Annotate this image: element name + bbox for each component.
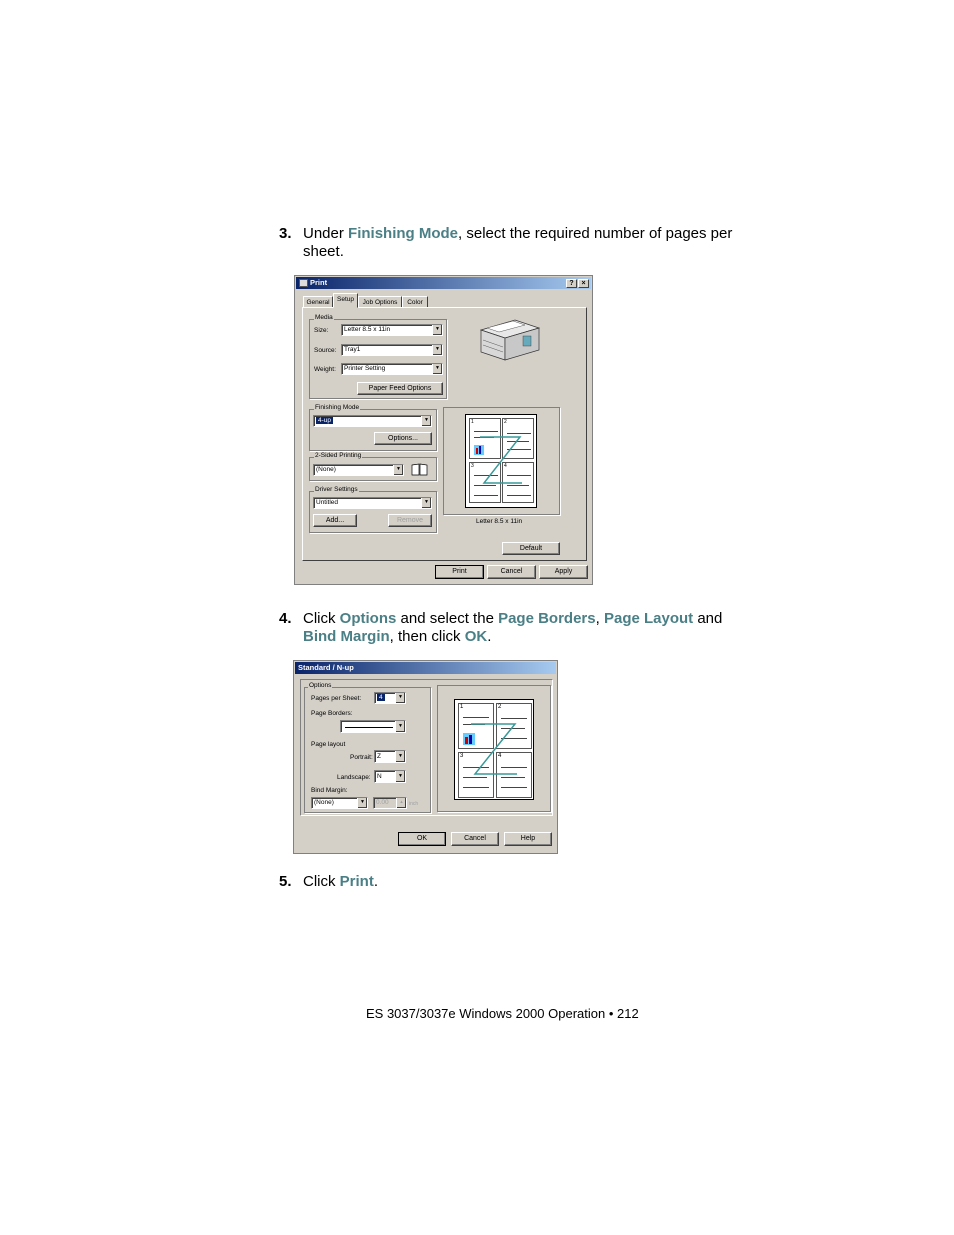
chevron-down-icon: ▼ <box>357 798 367 808</box>
z-order-arrow <box>466 415 538 509</box>
ok-button[interactable]: OK <box>398 832 446 846</box>
chevron-down-icon: ▼ <box>395 771 405 782</box>
print-titlebar <box>296 277 591 289</box>
two-sided-label: 2-Sided Printing <box>315 452 362 459</box>
media-label: Media <box>315 314 333 321</box>
page-borders-select[interactable] <box>340 720 406 733</box>
weight-select[interactable]: Printer Setting ▼ <box>341 363 443 375</box>
step-number: 4. <box>279 610 292 627</box>
chevron-down-icon: ▼ <box>395 693 405 703</box>
preview-caption: Letter 8.5 x 11in <box>476 518 523 525</box>
source-select[interactable]: Tray1 ▼ <box>341 344 443 356</box>
landscape-order-select[interactable] <box>374 770 406 783</box>
page-layout-term: Page Layout <box>603 610 694 627</box>
page-borders-term: Page Borders <box>498 610 596 627</box>
preview-cell-1: 1 <box>469 418 501 459</box>
page-borders-label: Page Borders: <box>311 710 353 717</box>
pages-per-sheet-label: Pages per Sheet: <box>311 695 362 702</box>
tab-color[interactable]: Color <box>402 296 428 308</box>
bind-unit-label: inch <box>409 801 419 807</box>
cancel-button[interactable]: Cancel <box>451 832 499 846</box>
chevron-down-icon: ▼ <box>395 721 405 732</box>
nup-preview-page <box>465 414 537 508</box>
print-dialog <box>294 275 593 585</box>
z-order-icon: Z <box>377 753 381 760</box>
print-button[interactable]: Print <box>435 565 484 579</box>
chevron-down-icon: ▼ <box>432 325 442 335</box>
preview-cell-2: 2 <box>502 418 534 459</box>
z-order-arrow <box>455 700 535 801</box>
close-icon[interactable]: × <box>578 279 589 288</box>
bind-margin-amount[interactable]: 0.00 ▴ <box>373 797 407 809</box>
page-layout-label: Page layout <box>311 741 346 748</box>
tab-general[interactable]: General <box>303 296 333 308</box>
page-footer: ES 3037/3037e Windows 2000 Operation • 212 <box>366 1006 639 1021</box>
preview-cell-3: 3 <box>469 462 501 503</box>
remove-button[interactable]: Remove <box>388 514 432 527</box>
portrait-order-select[interactable] <box>374 750 406 763</box>
chevron-down-icon: ▼ <box>395 751 405 762</box>
step-number: 3. <box>279 225 292 242</box>
finishing-mode-select[interactable]: 4-up ▼ <box>313 415 432 427</box>
print-term: Print <box>339 873 374 890</box>
finishing-options-button[interactable]: Options... <box>374 432 432 445</box>
chevron-down-icon: ▼ <box>421 498 431 508</box>
book-icon <box>411 463 429 476</box>
size-label: Size: <box>314 327 329 334</box>
bind-margin-term: Bind Margin <box>303 628 390 645</box>
preview-cell-4: 4 <box>502 462 534 503</box>
finishing-mode-term: Finishing Mode <box>348 225 459 242</box>
preview-cell-2: 2 <box>496 703 532 749</box>
n-order-icon: N <box>377 773 382 780</box>
options-label: Options <box>309 682 332 689</box>
two-sided-select[interactable]: (None) ▼ <box>313 464 404 476</box>
options-group <box>304 687 431 813</box>
nup-dialog <box>293 660 558 854</box>
solid-line-sample <box>345 727 393 728</box>
paper-feed-options-button[interactable]: Paper Feed Options <box>357 382 443 395</box>
cancel-button[interactable]: Cancel <box>487 565 536 579</box>
tab-job-options[interactable]: Job Options <box>358 296 402 308</box>
chevron-down-icon: ▼ <box>421 416 431 426</box>
step-text: Click Options and select the Page Borders, Page Layout and Bind Margin, then click OK. <box>303 610 723 645</box>
preview-cell-3: 3 <box>458 752 494 798</box>
spinner-icon: ▴ <box>396 798 406 808</box>
bind-margin-label: Bind Margin: <box>311 787 348 794</box>
printer-image <box>475 316 541 364</box>
add-button[interactable]: Add... <box>313 514 357 527</box>
landscape-label: Landscape: <box>337 774 371 781</box>
step-number: 5. <box>279 873 292 890</box>
help-button[interactable]: Help <box>504 832 552 846</box>
dialog-title: Print <box>310 278 328 287</box>
default-button[interactable]: Default <box>502 542 560 555</box>
help-icon[interactable]: ? <box>566 279 577 288</box>
bind-margin-select[interactable]: (None) ▼ <box>311 797 368 809</box>
weight-label: Weight: <box>314 366 336 373</box>
step-text: Under Finishing Mode, select the required number of pages per sheet. <box>303 225 733 260</box>
finishing-mode-label: Finishing Mode <box>315 404 360 411</box>
driver-settings-label: Driver Settings <box>315 486 358 493</box>
pages-per-sheet-select[interactable]: 4 ▼ <box>374 692 406 704</box>
printer-icon <box>299 279 308 287</box>
preview-cell-1: 1 <box>458 703 494 749</box>
options-term: Options <box>339 610 397 627</box>
driver-settings-select[interactable]: Untitled ▼ <box>313 497 432 509</box>
chevron-down-icon: ▼ <box>432 364 442 374</box>
preview-cell-4: 4 <box>496 752 532 798</box>
source-label: Source: <box>314 347 337 354</box>
portrait-label: Portrait: <box>350 754 373 761</box>
ok-term: OK <box>464 628 488 645</box>
size-select[interactable]: Letter 8.5 x 11in ▼ <box>341 324 443 336</box>
chevron-down-icon: ▼ <box>393 465 403 475</box>
nup-titlebar: Standard / N-up <box>295 662 556 674</box>
tab-setup[interactable]: Setup <box>333 293 358 308</box>
chevron-down-icon: ▼ <box>432 345 442 355</box>
step-text: Click Print. <box>303 873 379 890</box>
apply-button[interactable]: Apply <box>539 565 588 579</box>
nup-preview-page <box>454 699 534 800</box>
